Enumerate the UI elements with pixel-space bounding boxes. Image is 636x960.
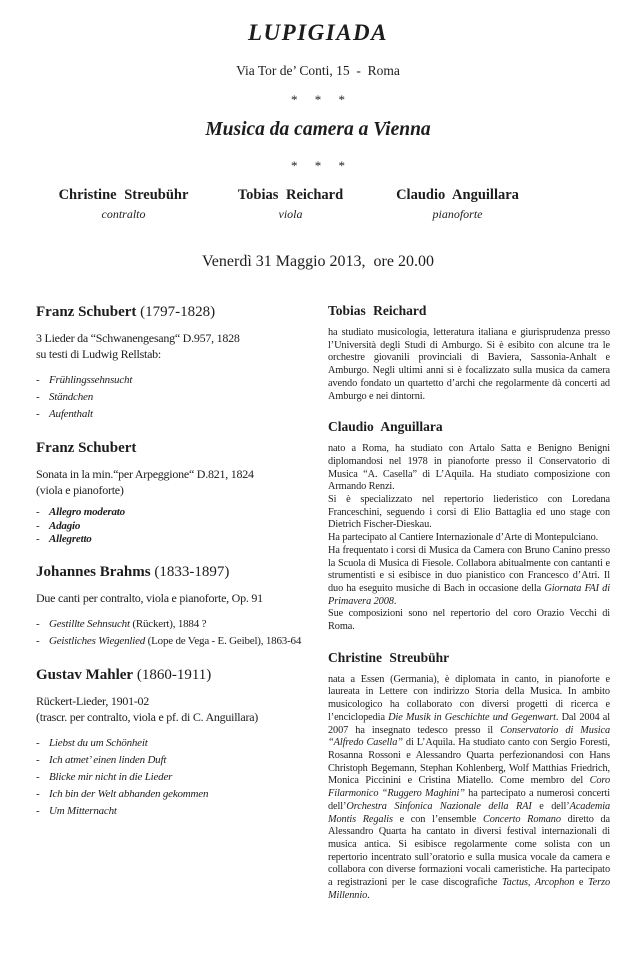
bio-paragraph xyxy=(328,443,610,494)
performer-role: viola xyxy=(278,207,303,221)
composer-dates: (1797-1828) xyxy=(136,304,216,320)
performer xyxy=(40,187,207,222)
bio-paragraph xyxy=(328,494,610,532)
program-block xyxy=(36,563,308,650)
concert-datetime: Venerdì 31 Maggio 2013, ore 20.00 xyxy=(202,253,434,270)
movement-title xyxy=(49,788,208,800)
performer-role: pianoforte xyxy=(432,207,483,221)
text-segment: (Rückert), 1884 ? xyxy=(129,617,207,630)
movement-item xyxy=(36,735,308,752)
text-segment: Ständchen xyxy=(49,391,94,403)
movement-item xyxy=(36,372,308,389)
separator-stars: * * * xyxy=(291,92,352,107)
list-dash: - xyxy=(36,753,40,766)
movement-title xyxy=(49,805,117,817)
movement-item xyxy=(36,520,308,534)
text-segment: Ich bin der Welt abhanden gekommen xyxy=(49,787,209,800)
work-description xyxy=(36,466,308,498)
bio-paragraph xyxy=(328,674,610,903)
composer-name: Franz Schubert xyxy=(36,304,137,320)
list-dash: - xyxy=(36,787,40,800)
movement-item xyxy=(36,752,308,769)
movement-list xyxy=(36,506,308,547)
program-block xyxy=(36,303,308,423)
text-segment: Giornata FAI di Primavera 2008 xyxy=(328,582,610,607)
movement-title xyxy=(49,506,125,518)
text-segment: Liebst du um Schönheit xyxy=(49,736,148,749)
text-segment: Conservatorio di Musica “Alfredo Casella” xyxy=(328,724,611,749)
text-segment: Adagio xyxy=(49,519,81,532)
performer xyxy=(374,187,541,222)
program-block xyxy=(36,666,308,820)
separator-stars: * * * xyxy=(291,158,352,173)
work-line: Rückert-Lieder, 1901-02 xyxy=(36,693,150,708)
text-segment: di L’Aquila. Ha studiato canto con Sergio Foresti, Rosanna Rossoni e Alessandro Quarta perfezionandosi con Hans Christoph Begemann, Stephan Kohlenberg, Wolf Matthias Friedrich, Monica Piccinini e Cristina Miatello. Come membro del xyxy=(328,737,610,787)
work-line: Sonata in la min.“per Arpeggione“ D.821, 1824 xyxy=(36,467,254,481)
list-dash: - xyxy=(36,374,40,386)
movement-list xyxy=(36,735,308,820)
composer-name: Gustav Mahler xyxy=(36,666,134,683)
bio-name: Christine Streubühr xyxy=(328,649,450,665)
bio-name: Tobias Reichard xyxy=(328,303,427,318)
performer-name: Christine Streubühr xyxy=(58,187,189,203)
text-segment: Ha frequentato i corsi di Musica da Camera con Bruno Canino presso la Scuola di Musica di Fiesole. Collabora abitualmente con cantanti e strumentisti e si esibisce in duo pianistico con Francesco d’Atri. Il duo ha eseguito musiche di Bach in occasione della xyxy=(328,544,610,594)
text-segment: Concerto Romano xyxy=(482,813,561,825)
list-dash: - xyxy=(36,533,40,545)
performer-role: contralto xyxy=(101,207,146,221)
movement-item xyxy=(36,769,308,786)
text-segment: Si è specializzato nel repertorio liederistico con Loredana Franceschini, seguendo i corsi di Elio Battaglia ed uno stage con Dietrich Fischer-Dieskau. xyxy=(328,494,610,531)
movement-item xyxy=(36,616,308,633)
work-description xyxy=(36,693,308,725)
text-segment: Blicke mir nicht in die Lieder xyxy=(49,770,173,783)
content-columns xyxy=(36,303,610,918)
movement-title xyxy=(49,408,93,420)
movement-item xyxy=(36,506,308,520)
movement-list xyxy=(36,372,308,423)
movement-title xyxy=(49,737,148,749)
text-segment: (Lope de Vega - E. Geibel), 1863-64 xyxy=(145,634,302,647)
composer-heading xyxy=(36,666,308,684)
text-segment: . xyxy=(393,595,397,607)
performer-name: Tobias Reichard xyxy=(237,187,344,203)
movement-title xyxy=(49,533,92,545)
text-segment: e xyxy=(574,877,588,889)
text-segment: Terzo Millennio xyxy=(328,877,610,901)
text-segment: Um Mitternacht xyxy=(49,804,117,817)
text-segment: diretto da Alessandro Quarta ha cantato in diversi festival internazionali di musica antica. Si esibisce regolarmente come solista con un repertorio incentrato sull’oratorio e sulla musica vocale da camera e collabora con diverse formazioni vocali cameristiche. Ha partecipato a registrazioni per le case discografiche xyxy=(328,813,610,889)
text-segment: Frühlingssehnsucht xyxy=(49,374,133,386)
movement-list xyxy=(36,616,308,650)
movement-title xyxy=(49,754,166,766)
list-dash: - xyxy=(36,617,40,630)
text-segment: Gestillte Sehnsucht xyxy=(49,617,130,630)
text-segment: Tactus, Arcophon xyxy=(501,877,575,889)
text-segment: ha studiato musicologia, letteratura italiana e giurisprudenza presso l’Università degli Studi di Amburgo. Si è esibito con alcune tra le orchestre giovanili provinciali di Baviera, Sassonia-Anhalt e Amburgo. Negli ultimi anni si è focalizzato sulla musica da camera avendo fondato un quartetto d’archi che regolarmente dà concerti ad Amburgo e nei dintorni. xyxy=(328,327,610,402)
composer-dates: (1860-1911) xyxy=(133,666,212,683)
list-dash: - xyxy=(36,770,40,783)
program-column xyxy=(36,303,308,836)
venue-address: Via Tor de’ Conti, 15 - Roma xyxy=(236,63,400,78)
work-line: su testi di Ludwig Rellstab: xyxy=(36,347,161,361)
text-segment: Allegro moderato xyxy=(49,506,125,518)
movement-title xyxy=(49,520,80,532)
text-segment: e con l’ensemble xyxy=(392,813,483,825)
composer-heading xyxy=(36,439,308,457)
movement-title xyxy=(49,771,172,783)
movement-item xyxy=(36,803,308,820)
bio-paragraph xyxy=(328,608,610,633)
performer-name: Claudio Anguillara xyxy=(396,187,519,203)
movement-title xyxy=(49,635,301,647)
performers-row xyxy=(40,187,541,222)
list-dash: - xyxy=(36,519,40,532)
text-segment: ha partecipato a numerosi concerti dell’ xyxy=(328,788,610,812)
text-segment: Ha partecipato al Cantiere Internazionale d’Arte di Montepulciano. xyxy=(328,532,599,544)
biographies-column xyxy=(328,303,610,918)
list-dash: - xyxy=(36,804,40,817)
text-segment: Die Musik in Geschichte und Gegenwart xyxy=(388,711,556,723)
venue-title: LUPIGIADA xyxy=(247,20,388,45)
composer-name: Franz Schubert xyxy=(36,440,137,456)
concert-title: Musica da camera a Vienna xyxy=(205,119,431,140)
composer-name: Johannes Brahms xyxy=(36,563,151,580)
list-dash: - xyxy=(36,506,40,518)
bio-section xyxy=(328,650,610,903)
work-line: (viola e pianoforte) xyxy=(36,483,124,497)
work-line: 3 Lieder da “Schwanengesang“ D.957, 1828 xyxy=(36,331,240,345)
movement-item xyxy=(36,633,308,650)
movement-item xyxy=(36,533,308,547)
bio-section xyxy=(328,419,610,634)
text-segment: e dell’ xyxy=(531,800,570,812)
text-segment: Ich atmet’ einen linden Duft xyxy=(49,753,167,766)
list-dash: - xyxy=(36,391,40,403)
work-line: (trascr. per contralto, viola e pf. di C. Anguillara) xyxy=(36,709,259,724)
text-segment: Geistliches Wiegenlied xyxy=(49,634,146,647)
text-segment: nato a Roma, ha studiato con Artalo Satta e Benigno Benigni diplomandosi nel 1978 in pianoforte presso il Conservatorio di Musica “A. Casella” di L’Aquila. Ha studiato composizione con Armando Renzi. xyxy=(328,443,610,493)
text-segment: Aufenthalt xyxy=(49,408,93,420)
work-description xyxy=(36,590,308,606)
movement-item xyxy=(36,406,308,423)
text-segment: Sue composizioni sono nel repertorio del coro Orazio Vecchi di Roma. xyxy=(328,608,610,633)
text-segment: Orchestra Sinfonica Nazionale della RAI xyxy=(346,800,532,812)
bio-name: Claudio Anguillara xyxy=(328,419,443,435)
bio-section xyxy=(328,303,610,403)
composer-heading xyxy=(36,303,308,321)
text-segment: Coro Filarmonico “Ruggero Maghini” xyxy=(328,775,610,800)
text-segment: nata a Essen (Germania), è diplomata in canto, in pianoforte e laureata in Lettere con indirizzo Storia della Musica. In ambito musicologico ha collaborato con diversi progetti di ricerca e l’enciclopedia xyxy=(328,673,610,723)
movement-item xyxy=(36,786,308,803)
text-segment: . Dal 2004 al 2007 ha insegnato tedesco presso il xyxy=(328,711,610,736)
list-dash: - xyxy=(36,736,40,749)
program-block xyxy=(36,439,308,547)
movement-title xyxy=(49,374,132,386)
movement-title xyxy=(49,618,206,630)
movement-item xyxy=(36,389,308,406)
bio-paragraph xyxy=(328,327,610,403)
composer-heading xyxy=(36,563,308,581)
bio-paragraph xyxy=(328,532,610,545)
composer-dates: (1833-1897) xyxy=(150,563,230,580)
work-line: Due canti per contralto, viola e pianoforte, Op. 91 xyxy=(36,590,263,605)
bio-paragraph xyxy=(328,545,610,609)
text-segment: Allegretto xyxy=(49,533,92,545)
list-dash: - xyxy=(36,408,40,420)
movement-title xyxy=(49,391,93,403)
text-segment: . xyxy=(367,889,370,901)
text-segment: Academia Montis Regalis xyxy=(328,800,610,825)
performer xyxy=(207,187,374,222)
work-description xyxy=(36,330,308,362)
list-dash: - xyxy=(36,634,40,647)
